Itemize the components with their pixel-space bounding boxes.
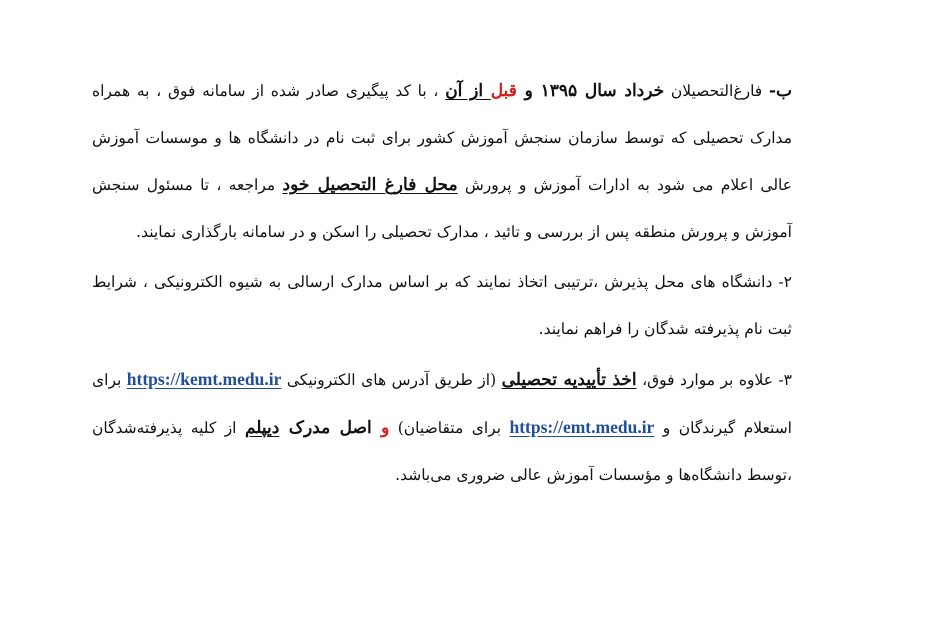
and-emphasis: و [381,418,390,438]
paragraph-b-text-3: مراجعه ، تا مسئول سنجش آموزش و پرورش منطقه پس از بررسی و تائید ، مدارک تحصیلی را اسکن و در سامانه بارگذاری نمایند. [92,176,792,241]
confirmation-emphasis: اخذ تأییدیه تحصیلی [501,370,637,390]
from-emphasis: از آن [445,81,491,101]
before-emphasis: قبل [490,81,517,101]
paragraph-2-text: ۲- دانشگاه های محل پذیرش ،ترتیبی اتخاذ نمایند که بر اساس مدارک ارسالی به شیوه الکترونیکی ، شرایط ثبت نام پذیرفته شدگان را فراهم نمایند. [92,273,792,338]
emt-link[interactable]: https://emt.medu.ir [509,417,655,437]
paragraph-b-marker: ب- [768,81,793,101]
paragraph-3-text-4: برای متقاضیان) [389,419,510,437]
date-emphasis: خرداد سال ۱۳۹۵ [540,81,665,101]
conjunction-emphasis: و [516,81,541,101]
paragraph-3-text-3: برای استعلام گیرندگان و [92,371,792,437]
kemt-link[interactable]: https://kemt.medu.ir [126,369,282,389]
original-certificate-emphasis: اصل مدرک [279,418,382,438]
paragraph-3-text-1: ۳- علاوه بر موارد فوق، [636,371,792,389]
paragraph-3-text-5: از کلیه پذیرفته‌شدگان ،توسط دانشگاه‌ها و مؤسسات آموزش عالی ضروری می‌باشد. [92,419,792,484]
paragraph-3 [92,356,792,499]
paragraph-b [92,68,792,256]
graduation-place-emphasis: محل فارغ التحصیل خود [282,175,458,195]
paragraph-b-text-2: ، با کد پیگیری صادر شده از سامانه فوق ، به همراه مدارک تحصیلی که توسط سازمان سنجش آموزش کشور برای ثبت نام در دانشگاه ها و موسسات آموزش عالی اعلام می شود به ادارات آموزش و پرورش [92,82,793,194]
paragraph-3-text-2: (از طریق آدرس های الکترونیکی [281,371,502,389]
document-body [92,68,792,502]
paragraph-2 [92,259,792,353]
paragraph-b-text-1: فارغ‌التحصیلان [664,82,769,100]
diploma-emphasis: دیپلم [244,418,280,438]
